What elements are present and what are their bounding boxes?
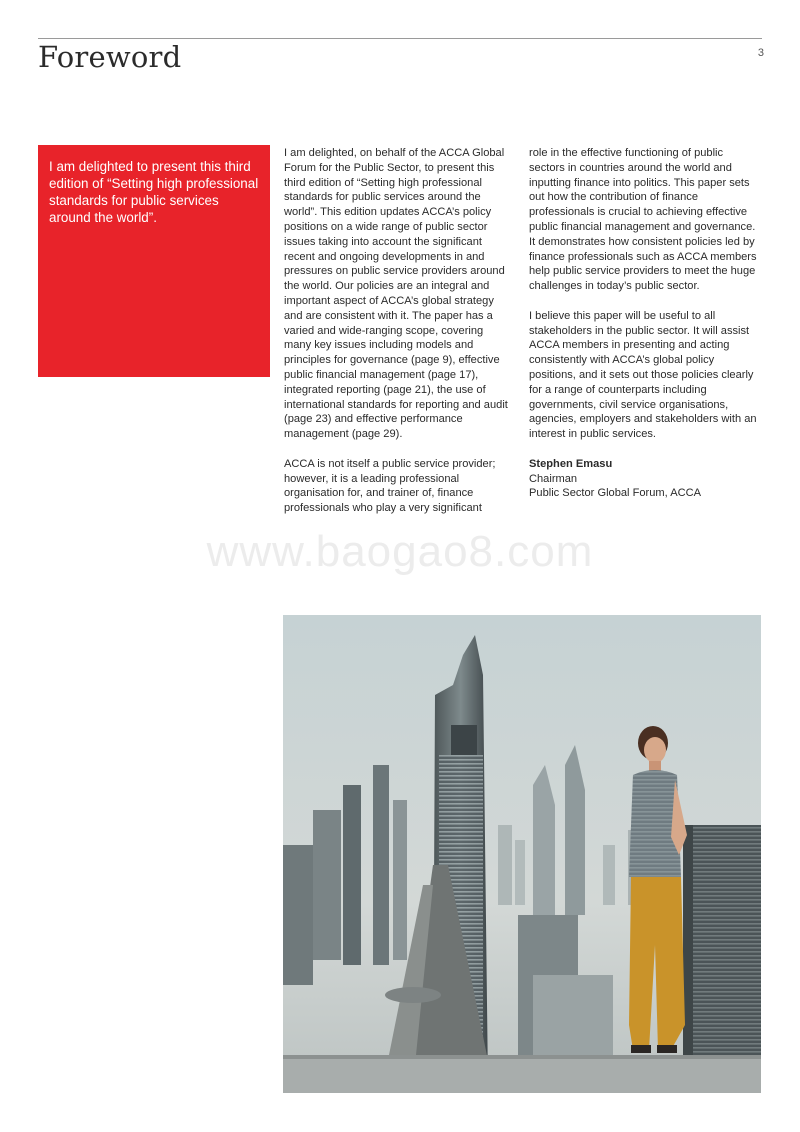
page-number: 3 [757, 47, 764, 59]
paragraph: ACCA is not itself a public service provider; however, it is a leading professional organisation for, and trainer of, finance professionals who play a very significant [284, 457, 496, 515]
body-column-1 [284, 146, 512, 531]
pull-quote-text: I am delighted to present this third edition of “Setting high professional standards for public services around the world”. [49, 159, 259, 225]
city-skyline-photo [283, 615, 761, 1093]
watermark: www.baogao8.com [206, 527, 594, 576]
pull-quote-box [38, 145, 270, 377]
signatory-organisation: Public Sector Global Forum, ACCA [529, 487, 702, 500]
body-column-2 [529, 146, 757, 501]
signatory-role: Chairman [529, 472, 578, 485]
signatory-name: Stephen Emasu [529, 457, 613, 470]
paragraph: I am delighted, on behalf of the ACCA Global Forum for the Public Sector, to present this third edition of “Setting high professional standards for public services around the world”. This edition updates ACCA’s policy positions on a wide range of public sector issues taking into account the significant recent and ongoing developments in and pressures on public service providers around the world. Our policies are an integral and important aspect of ACCA’s global strategy and are consistent with it. The paper has a varied and wide-ranging scope, covering many key issues including models and principles for governance (page 9), effective public financial management (page 17), integrated reporting (page 21), the use of international standards for reporting and audit (page 23) and effective performance management (page 29). [284, 147, 508, 441]
page-title: Foreword [38, 40, 182, 74]
paragraph: role in the effective functioning of public sectors in countries around the world and inputting finance into politics. This paper sets out how the contribution of finance professionals is crucial to achieving effective public financial management and governance. It demonstrates how consistent policies led by finance professionals such as ACCA members help public service providers to meet the huge challenges in today’s public sector. [529, 147, 757, 293]
paragraph: I believe this paper will be useful to all stakeholders in the public sector. It will assist ACCA members in presenting and acting consistently with ACCA’s global policy positions, and it sets out those policies clearly for a range of counterparts including governments, civil service organisations, agencies, employers and stakeholders with an interest in public services. [529, 309, 757, 441]
signature-block [529, 457, 757, 501]
